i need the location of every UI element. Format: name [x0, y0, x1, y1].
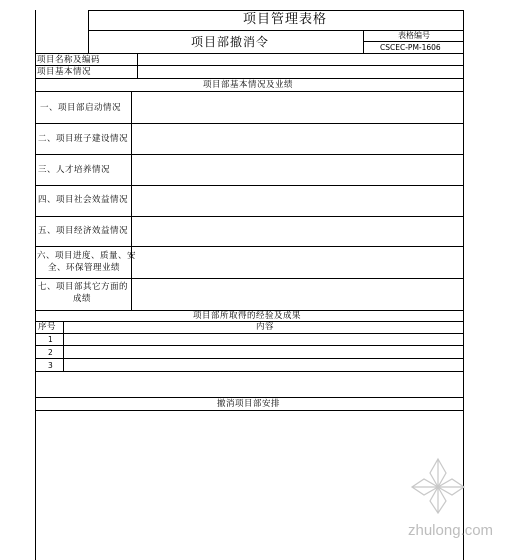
form-name: 项目部撤消令 [191, 35, 270, 49]
item-6-label-line2: 全、环保管理业绩 [48, 263, 121, 273]
watermark-logo-icon [408, 455, 468, 515]
experience-header-bottom [35, 333, 464, 334]
header-bottom-line [35, 53, 464, 54]
row-line-1 [35, 65, 464, 66]
item-line-1 [35, 123, 464, 124]
revocation-title-top [35, 397, 464, 398]
experience-row-line-3 [35, 371, 464, 372]
item-7-label-line2: 成绩 [73, 294, 92, 304]
item-6-label-line1: 六、项目进度、质量、安 [37, 251, 137, 261]
item-line-4 [35, 216, 464, 217]
item-4-label: 四、项目社会效益情况 [38, 195, 129, 205]
item-line-2 [35, 154, 464, 155]
item-2-label: 二、项目班子建设情况 [38, 134, 129, 144]
revocation-title: 撤消项目部安排 [217, 399, 281, 409]
experience-col-content: 内容 [256, 322, 275, 332]
frame-top [88, 10, 464, 11]
project-name-label: 项目名称及编码 [37, 55, 101, 65]
item-line-3 [35, 185, 464, 186]
form-code-label: 表格编号 [398, 31, 430, 40]
item-5-label: 五、项目经济效益情况 [38, 226, 129, 236]
item-7-label-line1: 七、项目部其它方面的 [38, 282, 129, 292]
item-1-label: 一、项目部启动情况 [40, 103, 122, 113]
form-title: 项目管理表格 [243, 12, 328, 27]
row-line-2 [35, 78, 464, 79]
item-3-label: 三、人才培养情况 [38, 165, 111, 175]
experience-row-1-seq: 1 [48, 335, 53, 344]
experience-title-bottom [35, 321, 464, 322]
form-code-value: CSCEC-PM-1606 [380, 43, 441, 52]
revocation-title-bottom [35, 410, 464, 411]
frame-left [35, 10, 36, 560]
watermark-logo [408, 455, 468, 515]
item-line-5 [35, 246, 464, 247]
basic-info-title: 项目部基本情况及业绩 [203, 80, 294, 90]
experience-seq-divider [63, 321, 64, 371]
project-basic-label: 项目基本情况 [37, 67, 92, 77]
basic-info-title-bottom [35, 91, 464, 92]
header-left-divider [88, 10, 89, 53]
experience-col-seq: 序号 [38, 322, 57, 332]
header-code-mid-line [363, 41, 464, 42]
experience-row-line-2 [35, 358, 464, 359]
watermark-text: zhulong.com [408, 522, 494, 539]
experience-row-line-1 [35, 345, 464, 346]
item-line-6 [35, 278, 464, 279]
project-fields-divider [137, 53, 138, 78]
experience-row-3-seq: 3 [48, 361, 53, 370]
experience-title: 项目部所取得的经验及成果 [193, 311, 302, 321]
experience-row-2-seq: 2 [48, 348, 53, 357]
